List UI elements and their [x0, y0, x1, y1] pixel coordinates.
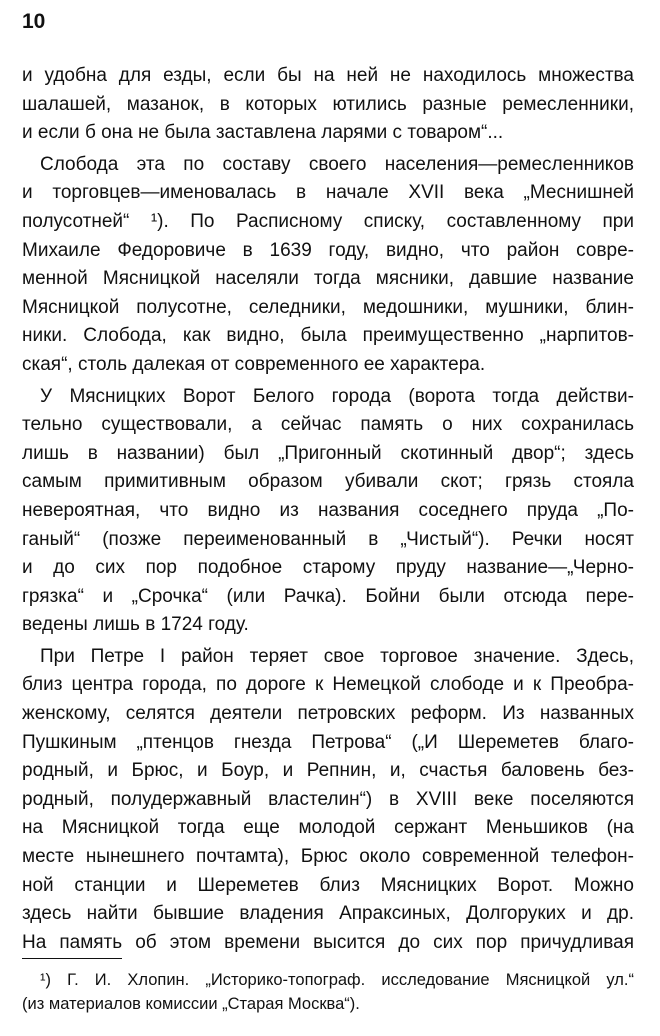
- text-line: ведены лишь в 1724 году.: [22, 614, 249, 636]
- footnote-line: (из материалов комиссии „Старая Москва“).: [22, 995, 360, 1013]
- footnote: [22, 968, 634, 1016]
- text-line: ганый“ (позже переименованный в „Чистый“). Речки носят: [22, 528, 634, 550]
- text-line: При Петре I район теряет свое торговое значение. Здесь,: [40, 645, 634, 667]
- text-line: близ центра города, по дороге к Немецкой слободе и к Преобра-: [22, 674, 634, 696]
- text-line: и до сих пор подобное старому пруду название—„Черно-: [22, 557, 634, 579]
- text-line: менной Мясницкой населяли тогда мясники, давшие название: [22, 268, 634, 290]
- text-line: здесь найти бывшие владения Апраксиных, Долгоруких и др.: [22, 903, 634, 925]
- text-line: У Мясницких Ворот Белого города (ворота тогда действи-: [40, 385, 634, 407]
- text-line: и удобна для езды, если бы на ней не находилось множества: [22, 65, 634, 86]
- text-line: Пушкиным „птенцов гнезда Петрова“ („И Шереметев благо-: [22, 731, 634, 753]
- text-line: Слобода эта по составу своего населения—ремесленников: [40, 153, 634, 175]
- text-line: ной станции и Шереметев близ Мясницких Ворот. Можно: [22, 874, 634, 896]
- text-line: тельно существовали, а сейчас память о них сохранилась: [22, 414, 634, 436]
- footnote-line: ¹) Г. И. Хлопин. „Историко-топограф. исследование Мясницкой ул.“: [40, 971, 634, 989]
- text-line: женскому, селятся деятели петровских реформ. Из названных: [22, 703, 634, 725]
- body-text: [22, 62, 634, 957]
- text-line: шалашей, мазанок, в которых ютились разные ремесленники,: [22, 93, 634, 115]
- text-line: и торговцев—именовалась в начале XVII века „Меснишней: [22, 182, 634, 204]
- text-line: грязка“ и „Срочка“ (или Рачка). Бойни были отсюда пере-: [22, 585, 634, 607]
- text-line: самым примитивным образом убивали скот; грязь стояла: [22, 471, 634, 493]
- footnote-divider: [22, 958, 122, 959]
- text-line: Михаиле Федоровиче в 1639 году, видно, что район совре-: [22, 239, 634, 261]
- text-line: родный, полудержавный властелин“) в XVIII веке поселяются: [22, 788, 634, 810]
- text-line: ники. Слобода, как видно, была преимущественно „нарпитов-: [22, 325, 634, 347]
- text-line: месте нынешнего почтамта), Брюс около современной телефон-: [22, 846, 634, 868]
- page-number: 10: [22, 10, 46, 33]
- text-line: родный, и Брюс, и Боур, и Репнин, и, счастья баловень без-: [22, 760, 634, 782]
- text-line: и если б она не была заставлена ларями с товаром“...: [22, 122, 504, 144]
- text-line: Мясницкой полусотне, селедники, медошники, мушники, блин-: [22, 296, 634, 318]
- text-line: полусотней“ ¹). По Расписному списку, составленному при: [22, 210, 634, 232]
- text-line: лишь в названии) был „Пригонный скотинный двор“; здесь: [22, 442, 634, 464]
- text-line: ская“, столь далекая от современного ее характера.: [22, 353, 486, 375]
- text-line: на Мясницкой тогда еще молодой сержант Меньшиков (на: [22, 817, 634, 839]
- text-line: На память об этом времени высится до сих пор причудливая: [22, 931, 634, 953]
- text-line: невероятная, что видно из названия соседнего пруда „По-: [22, 499, 634, 521]
